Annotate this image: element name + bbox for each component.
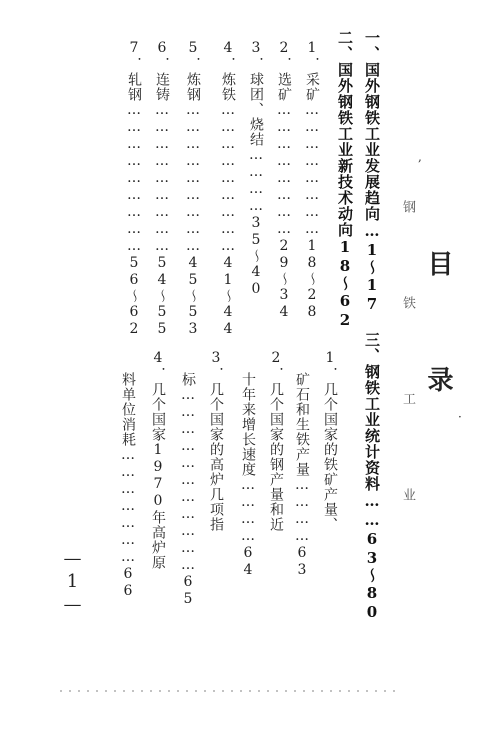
- scan-mark: ·: [458, 410, 462, 424]
- toc-item: 矿石和生铁产量…………63: [294, 372, 310, 579]
- toc-item: 十年来增长速度…………64: [240, 372, 256, 579]
- toc-item: 标……………………………65: [180, 372, 196, 608]
- page-subtitle: 钢 铁 工 业: [400, 200, 415, 535]
- toc-section-3: 三、钢铁工业统计资料……63～80: [363, 332, 381, 622]
- toc-item: 1．采矿……………………18～28: [304, 40, 320, 321]
- toc-item: 2．选矿……………………29～34: [276, 40, 292, 321]
- toc-item: 4．几个国家1970年高炉原: [150, 350, 166, 570]
- toc-section-2: 二、国外钢铁工业新技术动向18～62: [336, 30, 354, 330]
- toc-item: 5．炼钢………………………45～53: [185, 40, 201, 338]
- scan-mark: ,: [418, 150, 422, 164]
- toc-item: 1．几个国家的铁矿产量、: [322, 350, 338, 532]
- toc-item: 3．几个国家的高炉几项指: [208, 350, 224, 532]
- toc-item: 2．几个国家的钢产量和近: [268, 350, 284, 532]
- toc-item: 6．连铸………………………54～55: [154, 40, 170, 338]
- page-number: —1—: [62, 548, 83, 617]
- toc-item: 4．炼铁………………………41～44: [220, 40, 236, 338]
- scan-dotted-line: [60, 690, 400, 692]
- toc-item: 7．轧钢………………………56～62: [126, 40, 142, 338]
- toc-item: 3．球团、烧结…………35～40: [248, 40, 264, 298]
- page-title: 目 录: [423, 250, 453, 422]
- toc-item: 料单位消耗…………………66: [120, 372, 136, 600]
- toc-section-1: 一、国外钢铁工业发展趋向…1～17: [363, 30, 381, 314]
